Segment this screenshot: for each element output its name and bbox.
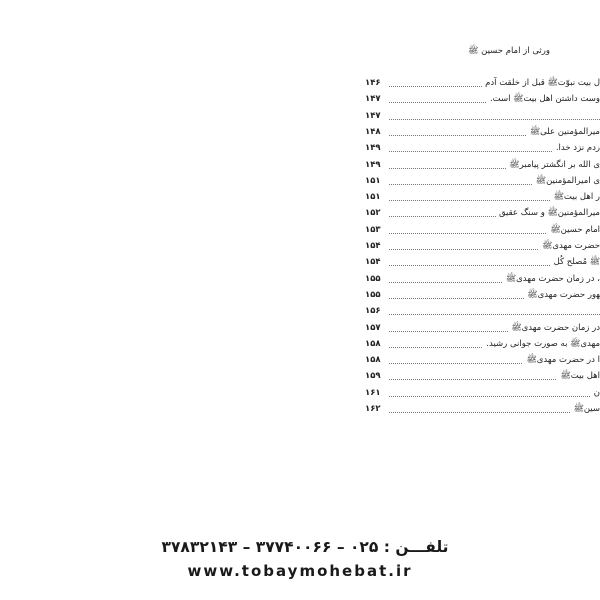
toc-entry-title: ی الله بر انگشتر پیامبرﷺ — [506, 158, 600, 172]
toc-entry-title: میرالمؤمنین علیﷺ — [527, 125, 600, 139]
toc-page-number: ۱۶۱ — [365, 387, 381, 398]
toc-page-number: ۱۵۴ — [365, 241, 381, 251]
toc-entry — [365, 174, 600, 188]
toc-entry-title: وست داشتن اهل بیتﷺ است. — [487, 92, 600, 106]
toc-entry — [365, 239, 600, 253]
toc-entry-title: امام حسینﷺ — [547, 223, 600, 237]
toc-entry-title: در زمان حضرت مهدیﷺ — [508, 321, 600, 335]
toc-entry — [365, 369, 600, 383]
toc-entry — [365, 386, 600, 400]
toc-entry-title: حضرت مهدیﷺ — [539, 239, 600, 253]
toc-page-number: ۱۵۵ — [365, 273, 381, 284]
table-of-contents — [365, 76, 600, 436]
toc-dot-leader — [389, 314, 600, 315]
toc-entry — [365, 321, 600, 335]
toc-page-number: ۱۵۷ — [365, 322, 381, 333]
toc-entry-title: اهل بیتﷺ — [557, 369, 600, 383]
toc-entry — [365, 402, 600, 416]
toc-page-number: ۱۵۶ — [365, 306, 381, 317]
toc-entry — [365, 206, 600, 220]
toc-page-number: ۱۵۵ — [365, 289, 381, 300]
toc-entry — [365, 223, 600, 237]
toc-entry — [365, 288, 600, 302]
toc-page-number: ۱۵۸ — [365, 338, 381, 349]
toc-entry — [365, 190, 600, 204]
toc-dot-leader — [389, 119, 600, 120]
toc-entry-title: ردم نزد خدا. — [553, 141, 600, 155]
toc-page-number: ۱۴۷ — [365, 94, 381, 105]
toc-entry-title: ر اهل بیتﷺ — [551, 190, 600, 204]
toc-entry — [365, 158, 600, 172]
toc-dot-leader — [389, 412, 600, 413]
toc-page-number: ۱۴۶ — [365, 78, 381, 88]
toc-entry-title: ، در زمان حضرت مهدیﷺ — [503, 272, 600, 286]
toc-page-number: ۱۶۲ — [365, 404, 381, 414]
toc-entry — [365, 125, 600, 139]
toc-entry — [365, 272, 600, 286]
toc-entry-title: مهدیﷺ به صورت جوانی رشید. — [483, 337, 600, 351]
toc-page-number: ۱۵۲ — [365, 208, 381, 219]
toc-entry — [365, 353, 600, 367]
toc-entry — [365, 255, 600, 269]
toc-page-number: ۱۵۱ — [365, 192, 381, 203]
toc-entry-title: ن — [591, 386, 600, 400]
toc-entry — [365, 304, 600, 318]
toc-page-number: ۱۵۴ — [365, 257, 381, 268]
toc-entry — [365, 109, 600, 123]
toc-page-number: ۱۵۹ — [365, 371, 381, 382]
toc-dot-leader — [389, 396, 600, 397]
footer-phone: تلفـــن : ۰۲۵ – ۳۷۷۴۰۰۶۶ – ۳۷۸۳۲۱۴۳ — [161, 538, 449, 556]
toc-entry-title: ل بیت نبوّتﷺ قبل از خلقت آدم — [482, 76, 600, 90]
toc-page-number: ۱۵۱ — [365, 175, 381, 186]
toc-page-number: ۱۵۳ — [365, 224, 381, 235]
toc-entry-title: میرالمؤمنینﷺ و سنگ عقیق — [496, 206, 600, 220]
toc-entry-title: ﻬور حضرت مهدیﷺ — [524, 288, 600, 302]
toc-entry — [365, 76, 600, 90]
toc-entry — [365, 92, 600, 106]
toc-entry — [365, 337, 600, 351]
toc-entry-title: ی امیرالمؤمنینﷺ — [533, 174, 600, 188]
toc-page-number: ۱۴۹ — [365, 143, 381, 154]
toc-entry-title: ﷺ مُصلح کُل — [551, 255, 600, 269]
footer-website[interactable]: www.tobaymohebat.ir — [187, 562, 413, 580]
toc-entry-title: ا در حضرت مهدیﷺ — [523, 353, 600, 367]
toc-page-number: ۱۴۸ — [365, 126, 381, 137]
running-header: ورثی از امام حسین ﷺ — [468, 46, 550, 56]
toc-entry — [365, 141, 600, 155]
toc-page-number: ۱۵۸ — [365, 355, 381, 366]
toc-entry-title: سینﷺ — [571, 402, 600, 416]
toc-page-number: ۱۴۷ — [365, 110, 381, 121]
toc-page-number: ۱۴۹ — [365, 159, 381, 170]
